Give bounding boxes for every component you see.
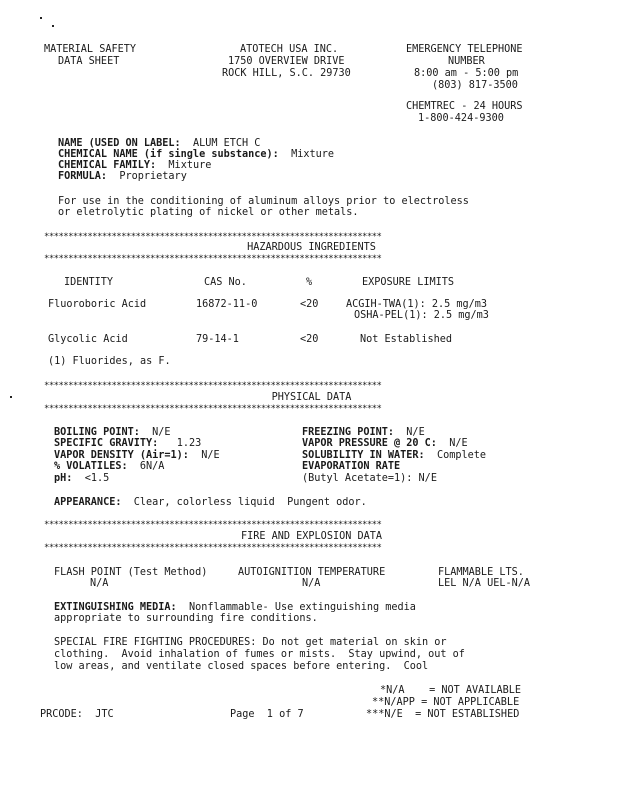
formula-label: FORMULA:	[58, 171, 108, 182]
ph-row	[54, 473, 109, 485]
special-value-line3: low areas, and ventilate closed spaces before entering. Cool	[54, 661, 429, 672]
boiling-point-label: BOILING POINT:	[54, 427, 140, 438]
extinguishing-value-line2: appropriate to surrounding fire conditions.	[54, 613, 318, 624]
separator-physical-top: **********************************************************************	[44, 381, 382, 391]
separator-hazardous-top: **********************************************************************	[44, 232, 382, 242]
flammable-value: LEL N/A UEL-N/A	[438, 578, 531, 589]
volatiles-value: 6N/A	[139, 461, 165, 472]
column-cas: CAS No.	[204, 277, 247, 288]
row1-identity: Fluoroboric Acid	[48, 299, 147, 310]
column-percent: %	[306, 277, 313, 288]
chemtrec-number: 1-800-424-9300	[418, 113, 504, 124]
emergency-title-line2: NUMBER	[448, 56, 485, 67]
legend-line1: *N/A = NOT AVAILABLE	[380, 685, 522, 696]
row2-exposure1: Not Established	[360, 334, 453, 345]
appearance-value: Clear, colorless liquid Pungent odor.	[133, 497, 367, 508]
extinguishing-value-line1: Nonflammable- Use extinguishing media	[188, 602, 416, 613]
page-number: Page 1 of 7	[230, 709, 304, 720]
autoignition-label: AUTOIGNITION TEMPERATURE	[238, 567, 386, 578]
column-exposure: EXPOSURE LIMITS	[362, 277, 455, 288]
company-address-line2: ROCK HILL, S.C. 29730	[222, 68, 351, 79]
separator-physical-bottom: **********************************************************************	[44, 404, 382, 414]
emergency-number: (803) 817-3500	[432, 80, 518, 91]
special-value-line2: clothing. Avoid inhalation of fumes or mists. Stay upwind, out of	[54, 649, 465, 660]
special-row	[54, 637, 447, 649]
appearance-label: APPEARANCE:	[54, 497, 122, 508]
row2-identity: Glycolic Acid	[48, 334, 128, 345]
company-address-line1: 1750 OVERVIEW DRIVE	[228, 56, 345, 67]
scan-mark-left	[10, 396, 12, 398]
specific-gravity-label: SPECIFIC GRAVITY:	[54, 438, 159, 449]
scan-mark-top-left	[40, 17, 42, 19]
chemical-name-label: CHEMICAL NAME (if single substance):	[58, 149, 279, 160]
row1-exposure1: ACGIH-TWA(1): 2.5 mg/m3	[346, 299, 488, 310]
extinguishing-label: EXTINGUISHING MEDIA:	[54, 602, 177, 613]
volatiles-label: % VOLATILES:	[54, 461, 128, 472]
name-value: ALUM ETCH C	[192, 138, 261, 149]
emergency-hours: 8:00 am - 5:00 pm	[414, 68, 519, 79]
use-text-line2: or eletrolytic plating of nickel or other metals.	[58, 207, 359, 218]
freezing-point-label: FREEZING POINT:	[302, 427, 395, 438]
prcode-label: PRCODE:	[40, 709, 83, 720]
chemical-name-value: Mixture	[291, 149, 335, 160]
formula-value: Proprietary	[119, 171, 187, 182]
specific-gravity-value: 1.23	[176, 438, 202, 449]
chemtrec-title: CHEMTREC - 24 HOURS	[406, 101, 523, 112]
special-label: SPECIAL FIRE FIGHTING PROCEDURES:	[54, 637, 257, 648]
solubility-value: Complete	[436, 450, 487, 461]
scan-mark-top-left-2	[52, 25, 54, 27]
vapor-density-value: N/E	[201, 450, 220, 461]
appearance-row	[54, 497, 367, 509]
company-name: ATOTECH USA INC.	[240, 44, 339, 55]
boiling-point-value: N/E	[152, 427, 171, 438]
chemical-family-value: Mixture	[168, 160, 212, 171]
row1-percent: <20	[300, 299, 319, 310]
specific-gravity-row	[54, 438, 201, 450]
autoignition-value: N/A	[302, 578, 321, 589]
ph-value: <1.5	[84, 473, 110, 484]
vapor-density-label: VAPOR DENSITY (Air=1):	[54, 450, 189, 461]
physical-title: PHYSICAL DATA	[271, 392, 352, 403]
header-left-line2: DATA SHEET	[58, 56, 120, 67]
column-identity: IDENTITY	[64, 277, 114, 288]
flash-point-value: N/A	[90, 578, 109, 589]
vapor-pressure-value: N/E	[449, 438, 468, 449]
separator-fire-bottom: **********************************************************************	[44, 543, 382, 553]
row1-cas: 16872-11-0	[196, 299, 258, 310]
freezing-point-value: N/E	[406, 427, 425, 438]
ph-label: pH:	[54, 473, 73, 484]
flash-point-label: FLASH POINT (Test Method)	[54, 567, 208, 578]
fire-title: FIRE AND EXPLOSION DATA	[240, 531, 383, 542]
separator-fire-top: **********************************************************************	[44, 520, 382, 530]
hazardous-title: HAZARDOUS INGREDIENTS	[247, 242, 376, 253]
name-label: NAME (USED ON LABEL:	[58, 138, 181, 149]
row2-cas: 79-14-1	[196, 334, 239, 345]
volatiles-row	[54, 461, 164, 473]
use-text-line1: For use in the conditioning of aluminum alloys prior to electroless	[58, 196, 469, 207]
flammable-label: FLAMMABLE LTS.	[438, 567, 524, 578]
special-value-line1: Do not get material on skin or	[262, 637, 447, 648]
vapor-pressure-row	[302, 438, 468, 450]
chemical-family-label: CHEMICAL FAMILY:	[58, 160, 157, 171]
emergency-title-line1: EMERGENCY TELEPHONE	[406, 44, 523, 55]
row1-exposure2: OSHA-PEL(1): 2.5 mg/m3	[354, 310, 489, 321]
formula-row	[58, 171, 187, 183]
header-left-line1: MATERIAL SAFETY	[44, 44, 137, 55]
legend-line2: **N/APP = NOT APPLICABLE	[372, 697, 520, 708]
prcode-row	[40, 709, 114, 721]
butyl-row	[302, 473, 437, 485]
butyl-label: (Butyl Acetate=1):	[302, 473, 413, 484]
evaporation-label: EVAPORATION RATE	[302, 461, 401, 472]
vapor-pressure-label: VAPOR PRESSURE @ 20 C:	[302, 438, 437, 449]
butyl-value: N/E	[418, 473, 437, 484]
prcode-value: JTC	[95, 709, 114, 720]
hazardous-footnote: (1) Fluorides, as F.	[48, 356, 171, 367]
legend-line3: ***N/E = NOT ESTABLISHED	[366, 709, 520, 720]
row2-percent: <20	[300, 334, 319, 345]
solubility-label: SOLUBILITY IN WATER:	[302, 450, 425, 461]
separator-hazardous-bottom: **********************************************************************	[44, 254, 382, 264]
